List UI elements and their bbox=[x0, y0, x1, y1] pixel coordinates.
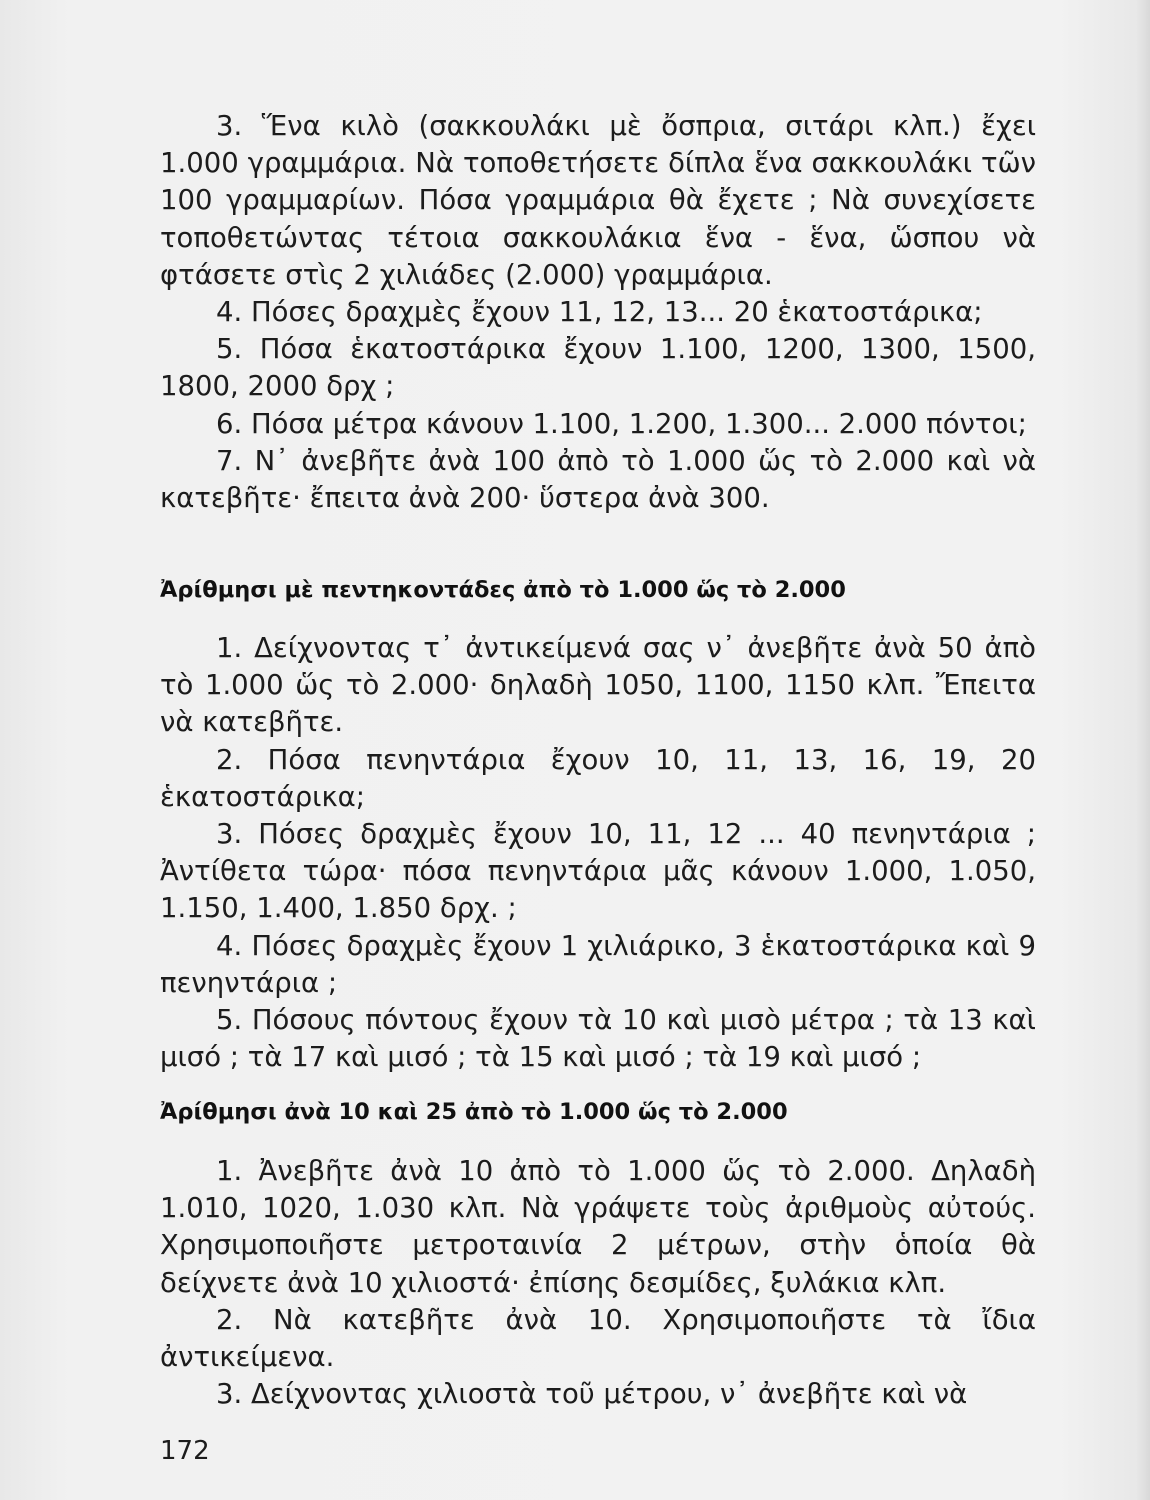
exercise-2: 2. Πόσα πενηντάρια ἔχουν 10, 11, 13, 16, 19, 20 ἑκατοστάρικα; bbox=[160, 743, 1036, 813]
exercise-5: 5. Πόσους πόντους ἔχουν τὰ 10 καὶ μισὸ μέτρα ; τὰ 13 καὶ μισό ; τὰ 17 καὶ μισό ; τὰ 15 καὶ μισό ; τὰ 19 καὶ μισό ; bbox=[160, 1004, 1036, 1074]
exercise-7: 7. Ν᾽ ἀνεβῆτε ἀνὰ 100 ἀπὸ τὸ 1.000 ὥς τὸ 2.000 καὶ νὰ κατεβῆτε· ἔπειτα ἀνὰ 200· ὕστερα ἀνὰ 300. bbox=[160, 444, 1036, 515]
exercise-1: 1. Ἀνεβῆτε ἀνὰ 10 ἀπὸ τὸ 1.000 ὥς τὸ 2.000. Δηλαδὴ 1.010, 1020, 1.030 κλπ. Νὰ γράψετε τοὺς ἀριθμοὺς αὐτούς. Χρησιμοποιῆστε μετροταινία 2 μέτρων, στὴν ὁποία θὰ δείχνετε ἀνὰ 10 χιλιοστά· ἐπίσης δεσμίδες, ξυλάκια κλπ. bbox=[160, 1155, 1036, 1299]
exercise-1: 1. Δείχνοντας τ᾽ ἀντικείμενά σας ν᾽ ἀνεβῆτε ἀνὰ 50 ἀπὸ τὸ 1.000 ὥς τὸ 2.000· δηλαδὴ 1050, 1100, 1150 κλπ. Ἔπειτα νὰ κατεβῆτε. bbox=[160, 632, 1036, 739]
exercise-3: 3. Πόσες δραχμὲς ἔχουν 10, 11, 12 ... 40 πενηντάρια ; Ἀντίθετα τώρα· πόσα πενηντάρια μᾶς κάνουν 1.000, 1.050, 1.150, 1.400, 1.850 δρχ. ; bbox=[160, 818, 1036, 925]
exercise-section-2 bbox=[160, 630, 1036, 1076]
exercise-section-3 bbox=[160, 1153, 1036, 1413]
section-2-heading-wrap bbox=[160, 575, 1036, 605]
exercise-section-1 bbox=[160, 108, 1036, 517]
exercise-4: 4. Πόσες δραχμὲς ἔχουν 1 χιλιάρικο, 3 ἑκατοστάρικα καὶ 9 πενηντάρια ; bbox=[160, 929, 1036, 999]
section-3-heading-wrap bbox=[160, 1097, 1036, 1127]
section-heading-tens-and-25s: Ἀρίθμησι ἀνὰ 10 καὶ 25 ἀπὸ τὸ 1.000 ὥς τὸ 2.000 bbox=[160, 1099, 788, 1125]
exercise-2: 2. Νὰ κατεβῆτε ἀνὰ 10. Χρησιμοποιῆστε τὰ ἴδια ἀντικείμενα. bbox=[160, 1303, 1036, 1374]
exercise-3: 3. Δείχνοντας χιλιοστὰ τοῦ μέτρου, ν᾽ ἀνεβῆτε καὶ νὰ bbox=[216, 1378, 968, 1411]
exercise-6: 6. Πόσα μέτρα κάνουν 1.100, 1.200, 1.300... 2.000 πόντοι; bbox=[216, 407, 1027, 440]
exercise-3: 3. Ἕνα κιλὸ (σακκουλάκι μὲ ὄσπρια, σιτάρι κλπ.) ἔχει 1.000 γραμμάρια. Νὰ τοποθετήσετε δίπλα ἕνα σακκουλάκι τῶν 100 γραμμαρίων. Πόσα γραμμάρια θὰ ἔχετε ; Νὰ συνεχίσετε τοποθετώντας τέτοια σακκουλάκια ἕνα - ἕνα, ὥσπου νὰ φτάσετε στὶς 2 χιλιάδες (2.000) γραμμάρια. bbox=[160, 110, 1036, 291]
page-edge-shadow bbox=[1136, 0, 1150, 1500]
exercise-5: 5. Πόσα ἑκατοστάρικα ἔχουν 1.100, 1200, 1300, 1500, 1800, 2000 δρχ ; bbox=[160, 333, 1036, 403]
exercise-4: 4. Πόσες δραχμὲς ἔχουν 11, 12, 13... 20 ἑκατοστάρικα; bbox=[216, 296, 983, 329]
page-number: 172 bbox=[160, 1436, 210, 1466]
section-heading-fifties: Ἀρίθμησι μὲ πεντηκοντάδες ἀπὸ τὸ 1.000 ὥς τὸ 2.000 bbox=[160, 577, 846, 603]
